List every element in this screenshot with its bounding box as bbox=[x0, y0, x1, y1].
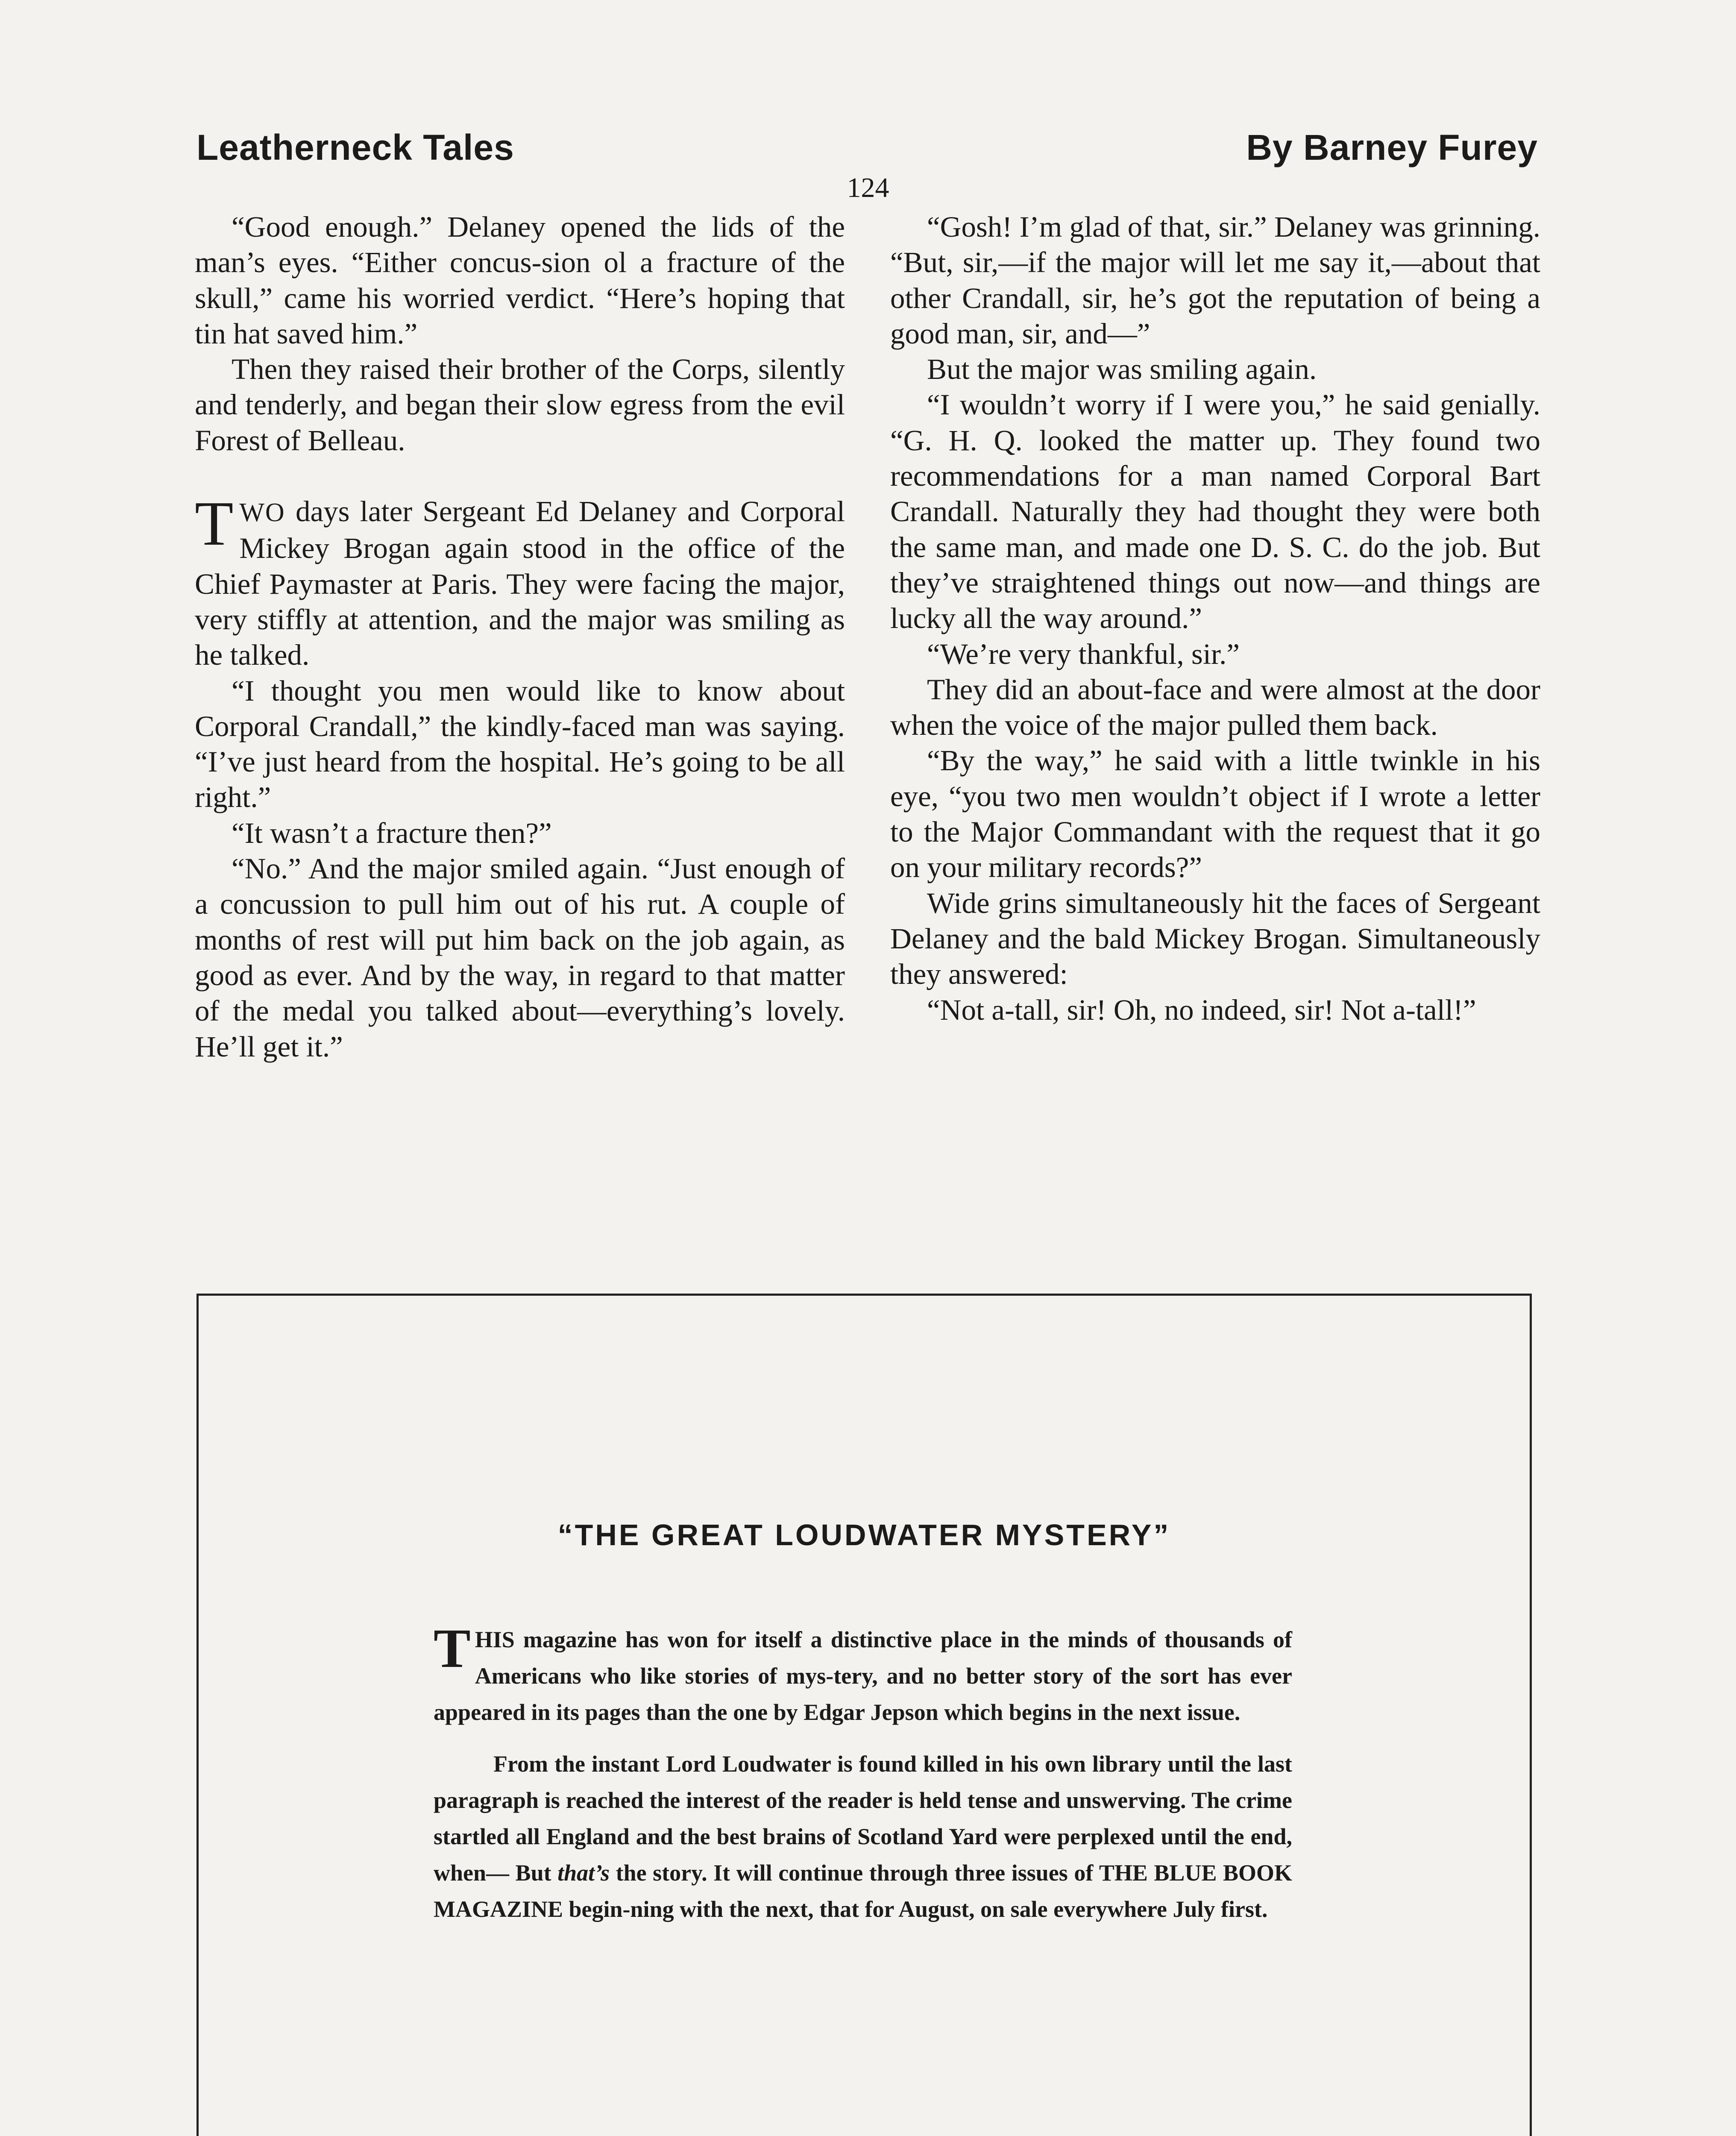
paragraph: “Not a-tall, sir! Oh, no indeed, sir! Not a-tall!” bbox=[927, 993, 1476, 1026]
left-column bbox=[195, 209, 845, 1065]
paragraph: “We’re very thankful, sir.” bbox=[927, 637, 1240, 670]
paragraph: Then they raised their brother of the Corps, silently and tenderly, and began their slow egress from the evil Forest of Belleau. bbox=[195, 353, 845, 457]
paragraph-text: days later Sergeant Ed Delaney and Corporal Mickey Brogan again stood in the office of the Chief Paymaster at Paris. They were facing the major, very stiffly at attention, and the major was smiling as he talked. bbox=[195, 495, 845, 672]
announcement-body bbox=[434, 1618, 1293, 1928]
paragraph: “It wasn’t a fracture then?” bbox=[232, 816, 552, 849]
page-number: 124 bbox=[847, 172, 889, 203]
paragraph-text: HIS magazine has won for itself a distinctive place in the minds of thousands of Americans who like stories of mys-tery, and no better story of the sort has ever appeared in its pages than the one by Edgar Jepson which begins in the next issue. bbox=[434, 1627, 1292, 1725]
paragraph: “I thought you men would like to know about Corporal Crandall,” the kindly-faced man was saying. “I’ve just heard from the hospital. He’s going to be all right.” bbox=[195, 674, 845, 814]
section-opening-paragraph bbox=[195, 489, 845, 673]
announcement-title: “THE GREAT LOUDWATER MYSTERY” bbox=[557, 1518, 1171, 1552]
story-title: Leatherneck Tales bbox=[196, 127, 514, 167]
paragraph: “Gosh! I’m glad of that, sir.” Delaney was grinning. “But, sir,—if the major will let me say it,—about that other Crandall, sir, he’s got the reputation of being a good man, sir, and—” bbox=[890, 211, 1540, 350]
paragraph: They did an about-face and were almost at the door when the voice of the major pulled them back. bbox=[890, 673, 1540, 742]
paragraph: Wide grins simultaneously hit the faces of Sergeant Delaney and the bald Mickey Brogan. Simultaneously they answered: bbox=[890, 886, 1540, 991]
paragraph: “I wouldn’t worry if I were you,” he said genially. “G. H. Q. looked the matter up. They found two recommendations for a man named Corporal Bart Crandall. Naturally they had thought they were both the same man, and made one D. S. C. do the job. But they’ve straightened things out now—and things are lucky all the way around.” bbox=[890, 388, 1540, 635]
drop-cap: T bbox=[434, 1618, 471, 1679]
paragraph: But the major was smiling again. bbox=[927, 353, 1317, 386]
running-head bbox=[196, 122, 1538, 173]
story-columns bbox=[195, 209, 1540, 1252]
paragraph-text: the story. It will continue through three issues of THE BLUE BOOK MAGAZINE begin-ning with the next, that for August, on sale everywhere July first. bbox=[434, 1860, 1293, 1922]
byline: By Barney Furey bbox=[1246, 127, 1538, 167]
right-column bbox=[890, 209, 1540, 1028]
paragraph-text: From the instant Lord Loudwater is found killed in his own library until the last paragraph is reached the interest of the reader is held tense and unswerving. The crime startled all England and the best brains of Scotland Yard were perplexed until the end, when— But bbox=[434, 1751, 1292, 1886]
paragraph: “No.” And the major smiled again. “Just enough of a concussion to pull him out of his rut. A couple of months of rest will put him back on the job again, as good as ever. And by the way, in regard to that matter of the medal you talked about—everything’s lovely. He’ll get it.” bbox=[195, 852, 845, 1063]
small-caps-lead: WO bbox=[239, 498, 285, 528]
drop-cap: T bbox=[195, 489, 234, 559]
announcement-paragraph bbox=[434, 1618, 1292, 1731]
paragraph: “Good enough.” Delaney opened the lids of the man’s eyes. “Either concus-sion ol a fracture of the skull,” came his worried verdict. “Here’s hoping that tin hat saved him.” bbox=[195, 211, 845, 350]
announcement-paragraph bbox=[434, 1746, 1292, 1928]
announcement-box bbox=[196, 1294, 1532, 2136]
emphasis-text: that’s bbox=[557, 1860, 610, 1886]
paragraph: “By the way,” he said with a little twinkle in his eye, “you two men wouldn’t object if I wrote a letter to the Major Commandant with the request that it go on your military records?” bbox=[890, 744, 1540, 884]
